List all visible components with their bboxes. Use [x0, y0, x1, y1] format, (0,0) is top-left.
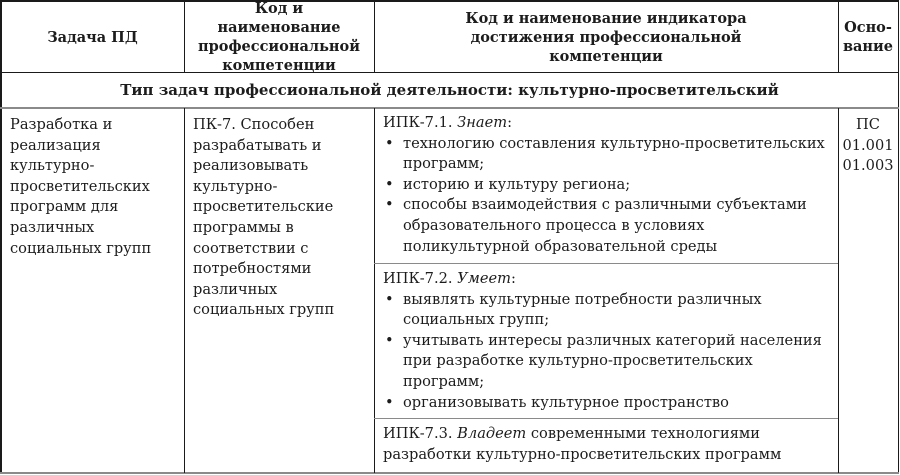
indicator-suffix: современными технологиями разработки культурно-просветительских программ: [383, 425, 782, 463]
header-indicator-label: Код и наименование индикатора достижения профессиональной компетенции: [465, 9, 747, 65]
indicator-7-2-heading: [383, 269, 829, 290]
header-competence-label: Код и наименование профессиональной компетенции: [198, 0, 360, 74]
indicator-verb: Владеет: [457, 425, 527, 442]
basis-line: ПС: [856, 116, 880, 133]
indicator-divider-1: [374, 263, 838, 264]
indicator-7-2-list: [383, 290, 829, 414]
indicator-verb: Знает: [457, 114, 508, 131]
indicator-7-3: [375, 421, 837, 472]
type-row-bottom-line: [0, 107, 899, 109]
indicator-verb: Умеет: [457, 270, 511, 287]
indicator-7-1-heading: [383, 113, 829, 134]
header-basis: [839, 2, 897, 72]
task-cell: [2, 110, 183, 470]
indicator-code: ИПК-7.1.: [383, 114, 453, 131]
competence-text: ПК-7. Способен разрабатывать и реализовывать культурно-просветительские программы в соответствии с потребностями различных социальных групп: [193, 116, 335, 319]
header-task-label: Задача ПД: [47, 28, 138, 46]
indicator-suffix: :: [510, 270, 516, 287]
header-task: [2, 2, 183, 72]
table-border-bottom: [0, 472, 899, 474]
header-basis-label: Осно-вание: [842, 19, 894, 55]
indicator-7-1: [375, 110, 837, 263]
list-item: • способы взаимодействия с различными субъектами образовательного процесса в условиях поликультурной образовательной среды: [383, 195, 829, 257]
competence-cell: [185, 110, 373, 470]
header-indicator: [375, 2, 837, 72]
basis-cell: [839, 110, 897, 470]
activity-type-row: [2, 73, 897, 106]
list-item: • историю и культуру региона;: [383, 175, 829, 196]
task-text: Разработка и реализация культурно-просветительских программ для различных социальных групп: [10, 116, 152, 257]
indicator-7-1-list: [383, 134, 829, 258]
header-competence: [185, 2, 373, 72]
indicator-7-2: [375, 266, 837, 418]
list-item: • выявлять культурные потребности различных социальных групп;: [383, 290, 829, 331]
activity-type-label: Тип задач профессиональной деятельности: культурно-просветительский: [120, 80, 779, 99]
basis-line: 01.003: [842, 157, 894, 175]
indicator-code: ИПК-7.2.: [383, 270, 453, 287]
indicator-suffix: :: [507, 114, 512, 131]
basis-line: 01.001: [842, 136, 894, 154]
indicator-divider-2: [374, 418, 838, 419]
list-item: • учитывать интересы различных категорий населения при разработке культурно-просветительских программ;: [383, 331, 829, 393]
list-item: • технологию составления культурно-просветительских программ;: [383, 134, 829, 175]
indicator-code: ИПК-7.3.: [383, 425, 453, 442]
list-item: • организовывать культурное пространство: [383, 393, 829, 414]
